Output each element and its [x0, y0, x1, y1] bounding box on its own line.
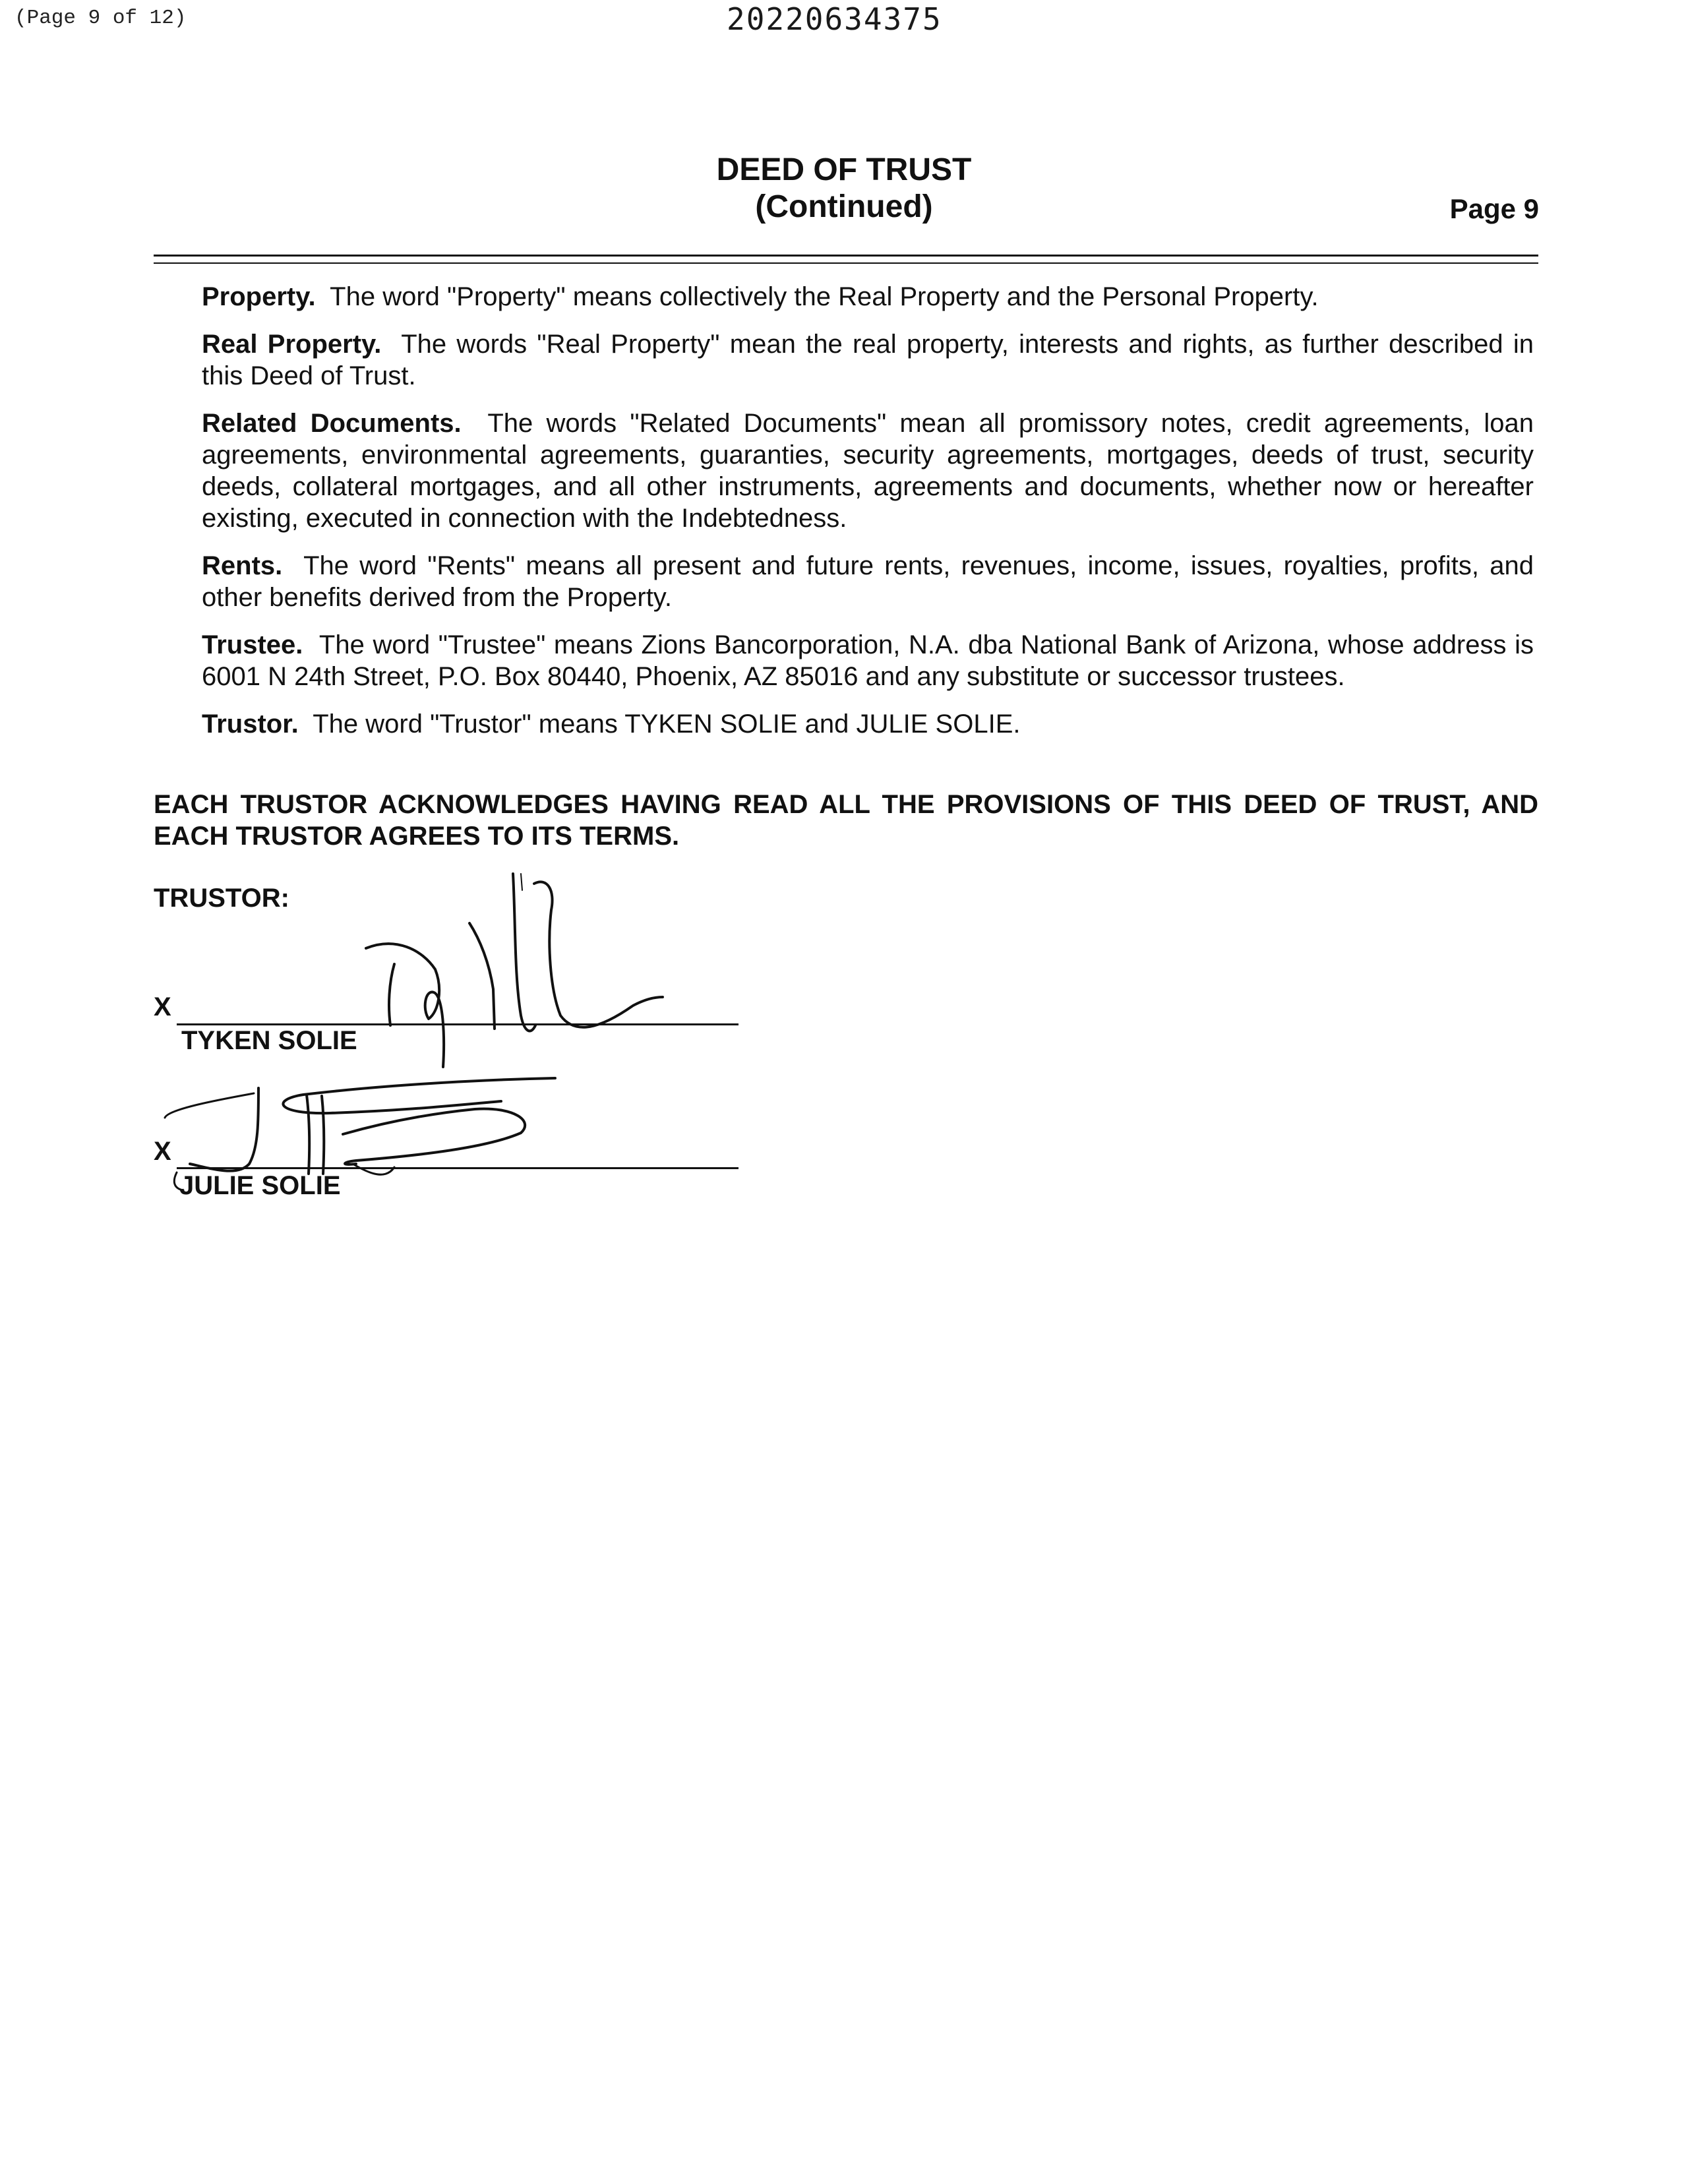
signature-tyken-stroke — [469, 923, 495, 1029]
definition-term: Property. — [202, 282, 316, 311]
signature-tyken-stroke — [513, 874, 535, 1031]
definition-text: The words "Related Documents" mean all promissory notes, credit agreements, loan agreements, environmental agreements, guaranties, security agreements, mortgages, deeds of trust, security deeds, collateral mortgages, and all other instruments, agreements and documents, whether now or hereafter existing, executed in connection with the Indebtedness. — [202, 409, 1534, 533]
definition-text: The word "Rents" means all present and future rents, revenues, income, issues, royalties, profits, and other benefits derived from the Property. — [202, 551, 1534, 612]
signature-mark-1: X — [154, 992, 171, 1021]
definition-text: The words "Real Property" mean the real property, interests and rights, as further described in this Deed of Trust. — [202, 330, 1534, 390]
definition-term: Related Documents. — [202, 409, 462, 438]
signature-julie-stroke — [174, 1172, 183, 1190]
signature-mark-2: X — [154, 1137, 171, 1166]
title-line-1: DEED OF TRUST — [716, 152, 972, 187]
trustor-label: TRUSTOR: — [154, 884, 289, 913]
signature-julie-stroke — [322, 1096, 324, 1174]
definition-text: The word "Trustee" means Zions Bancorporation, N.A. dba National Bank of Arizona, whose address is 6001 N 24th Street, P.O. Box 80440, Phoenix, AZ 85016 and any substitute or successor trustees. — [202, 630, 1534, 691]
signature-julie-stroke — [165, 1093, 254, 1118]
definition-text: The word "Property" means collectively the Real Property and the Personal Property. — [330, 282, 1319, 311]
signature-tyken-stroke — [389, 964, 394, 1025]
signature-tyken-stroke — [521, 874, 522, 890]
signer-name-1: TYKEN SOLIE — [181, 1026, 357, 1055]
signature-julie-stroke — [190, 1088, 258, 1171]
acknowledgment-text: EACH TRUSTOR ACKNOWLEDGES HAVING READ ALL THE PROVISIONS OF THIS DEED OF TRUST, AND EACH TRUSTOR AGREES TO ITS TERMS. — [154, 790, 1538, 851]
definition-text: The word "Trustor" means TYKEN SOLIE and JULIE SOLIE. — [313, 710, 1021, 739]
signature-julie-stroke — [353, 1164, 394, 1174]
definition-term: Real Property. — [202, 330, 382, 359]
page-label: Page 9 — [1449, 193, 1539, 224]
definition-term: Trustor. — [202, 710, 299, 739]
recording-number: 20220634375 — [727, 1, 942, 37]
signature-tyken-stroke — [366, 944, 444, 1067]
signature-julie-stroke — [307, 1095, 309, 1174]
definition-term: Trustee. — [202, 630, 303, 659]
definition-term: Rents. — [202, 551, 283, 580]
title-line-2: (Continued) — [755, 189, 933, 224]
signer-name-2: JULIE SOLIE — [179, 1171, 341, 1200]
signature-julie-stroke — [343, 1109, 525, 1165]
signature-tyken-stroke — [534, 882, 663, 1027]
page-stamp: (Page 9 of 12) — [15, 7, 187, 30]
